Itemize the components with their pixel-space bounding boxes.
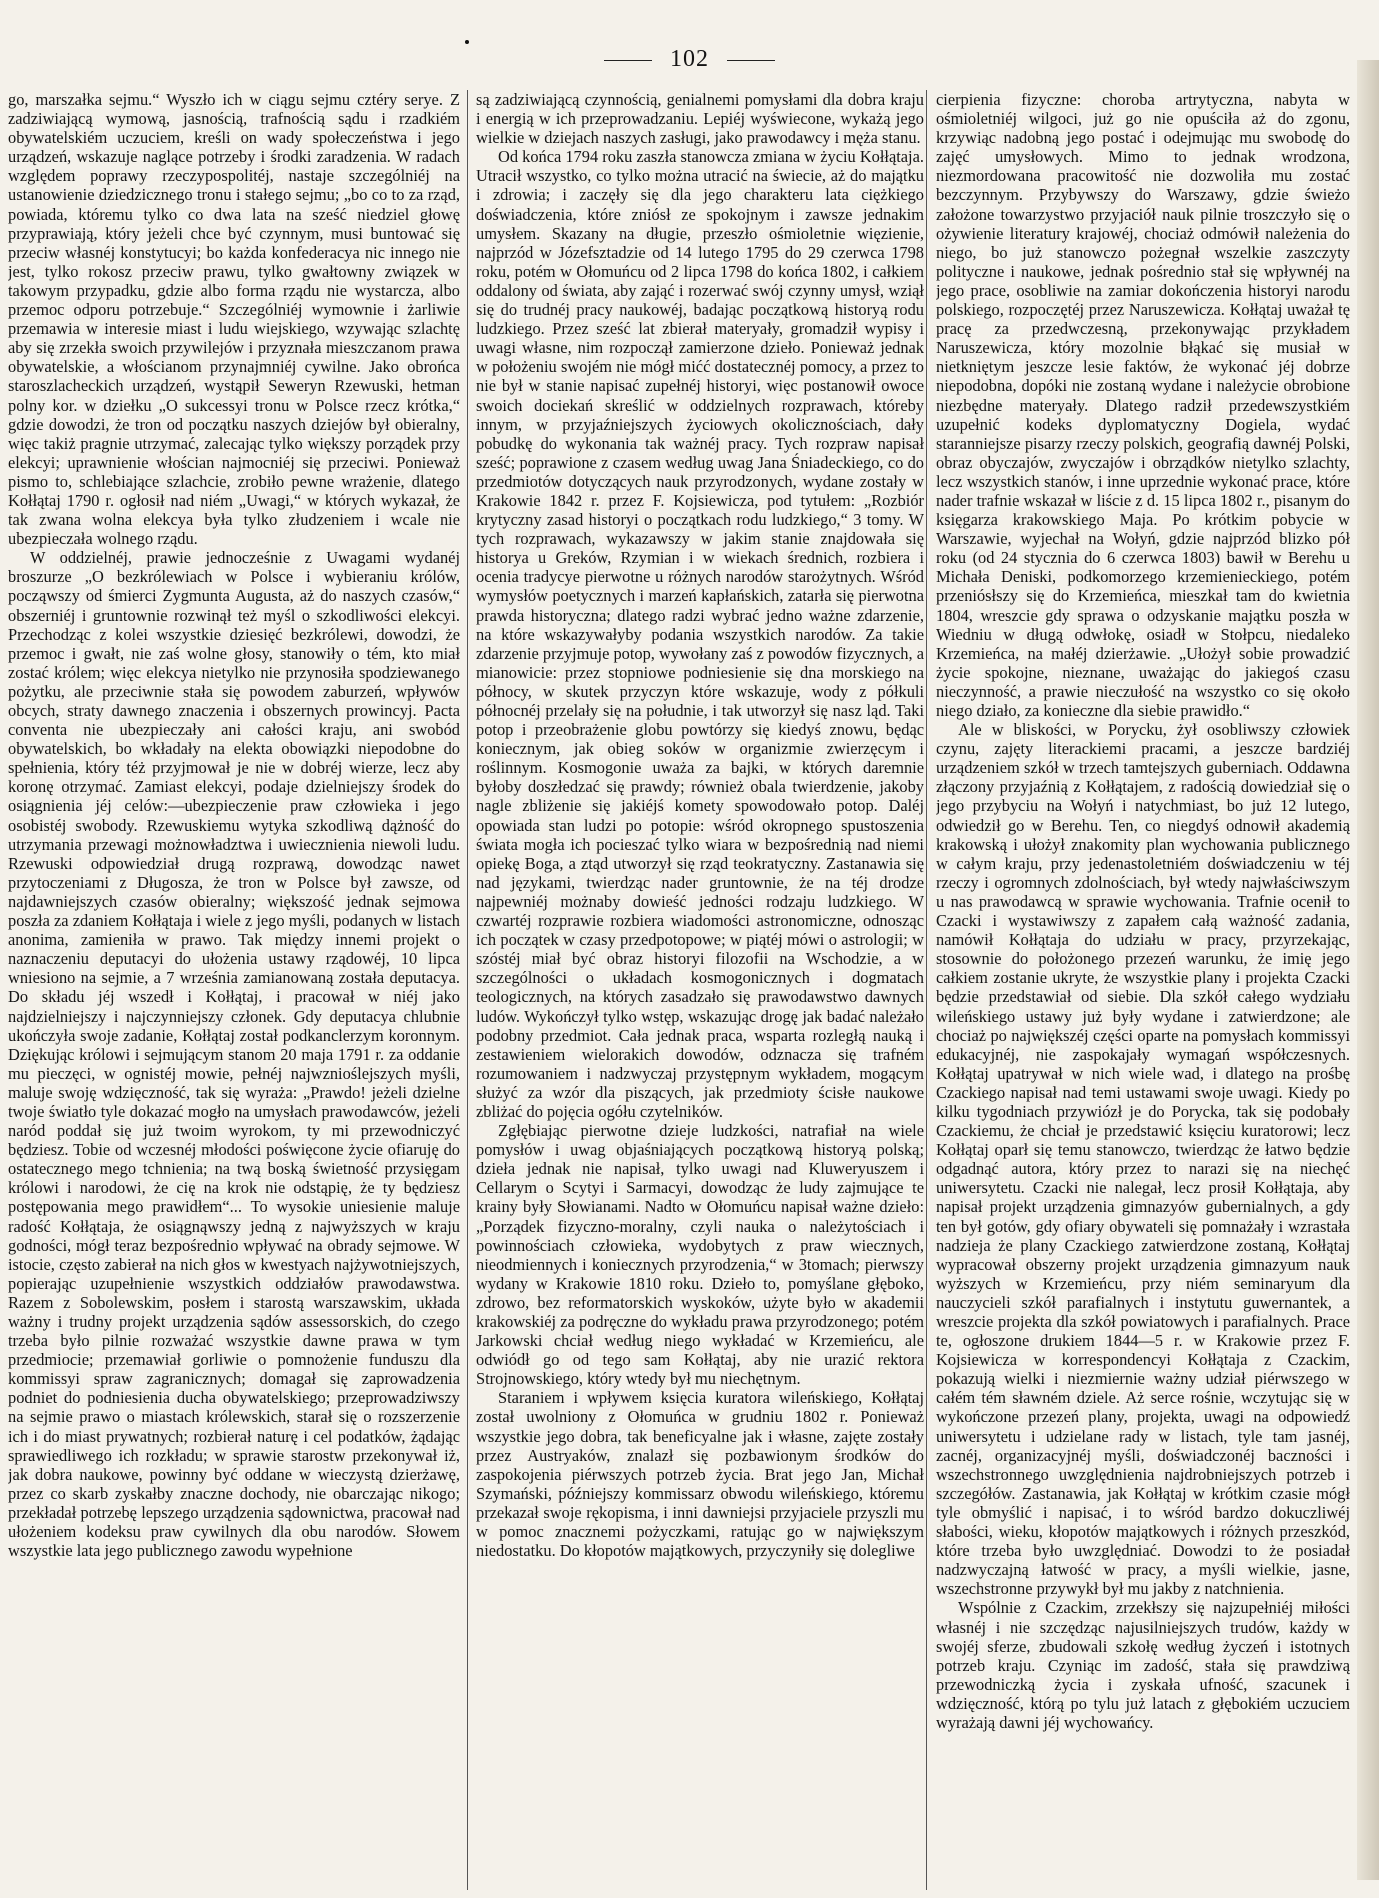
print-speck (465, 40, 469, 44)
page-number (0, 46, 1379, 73)
text-column-2 (476, 90, 924, 1890)
page-number-left-rule (604, 60, 652, 61)
adjacent-page-edge (1357, 60, 1379, 1880)
paragraph: cierpienia fizyczne: choroba artrytyczna, nabyta w ośmioletniéj wilgoci, już go nie opuściła aż do zgonu, krzywiąc nadobną jego postać i odejmując mu swobodę do zajęć umysłowych. Mimo to jednak wrodzona, niezmordowana pracowitość nie dozwoliła mu zostać bezczynnym. Przybywszy do Warszawy, gdzie świeżo założone towarzystwo przyjaciół nauk pilnie troszczyło się o ożywienie literatury krajowéj, chociaż odmówił należenia do niego, bo już stanowczo pożegnał wszelkie zaszczyty polityczne i naukowe, jednak pośrednio stał się wpływnéj na jego prace, osobliwie na zamiar dokończenia historyi narodu polskiego, rozpoczętéj przez Naruszewicza. Kołłątaj uważał tę pracę za przedwczesną, przekonywając przykładem Naruszewicza, który mozolnie błąkać się musiał w nietkniętym jeszcze lesie faktów, że wykonać jéj dobrze niepodobna, dopóki nie zostaną wydane i należycie obrobione niezbędne materyały. Dlatego radził przedewszystkiém uzupełnić kodeks dyplomatyczny Dogiela, wydać staranniejsze pisarzy rzeczy polskich, geografią dawnéj Polski, obraz obyczajów, zwyczajów i obrządków nietylko szlachty, lecz wszystkich stanów, i inne uprzednie wykonać prace, które nader trafnie wskazał w liście z d. 15 lipca 1802 r., pisanym do księgarza krakowskiego Maja. Po krótkim pobycie w Warszawie, wyjechał na Wołyń, gdzie najprzód blizko pół roku (od 24 stycznia do 6 czerwca 1803) bawił w Berehu u Michała Deniski, podkomorzego krzemienieckiego, potém przeniósłszy się do Krzemieńca, mieszkał tam do kwietnia 1804, wreszcie gdy sprawa o odzyskanie majątku poszła w Wiedniu w długą odwłokę, osiadł w Stołpcu, niedaleko Krzemieńca, na małéj dzierżawie. „Ułożył sobie prowadzić życie spokojne, nieznane, uważając do jakiegoś czasu nieczynność, a prawie nieczułość na wszystko co się około niego działo, za konieczne dla siebie prawidło.“ (936, 90, 1350, 720)
text-column-3 (936, 90, 1350, 1890)
text-columns (8, 90, 1350, 1890)
paragraph: Ale w bliskości, w Porycku, żył osobliwszy człowiek czynu, zajęty literackiemi pracami, a jeszcze bardziéj urządzeniem szkół w trzech tamtejszych guberniach. Oddawna złączony przyjaźnią z Kołłątajem, z radością dowiedział się o jego przybyciu na Wołyń i natychmiast, bo już 12 lutego, odwiedził go w Berehu. Ten, co niegdyś odnowił akademią krakowską i ułożył znakomity plan wychowania publicznego w całym kraju, przy jedenastoletniém doświadczeniu w téj rzeczy i ogromnych zdolnościach, był wtedy najwłaściwszym u nas prawodawcą w sprawie wychowania. Trafnie ocenił to Czacki i wystawiwszy z zapałem całą ważność zadania, namówił Kołłątaja do udziału w pracy, przyrzekając, stosownie do położonego przezeń warunku, że imię jego całkiem zostanie ukryte, że wszystkie plany i projekta Czacki będzie przedstawiał od siebie. Dla szkół całego wydziału wileńskiego ustawy już były wydane i zatwierdzone; ale chociaż po największéj części oparte na pomysłach kommissyi edukacyjnéj, nie zaspokajały wymagań współczesnych. Kołłątaj upatrywał w nich wiele wad, i dlatego na prośbę Czackiego napisał nad temi ustawami swoje uwagi. Kiedy po kilku tygodniach przywiózł je do Porycka, tak się podobały Czackiemu, że chciał je przedstawić księciu kuratorowi; lecz Kołłątaj oparł się temu stanowczo, twierdząc że łatwo będzie odgadnąć autora, który przez to narazi się na niechęć uniwersytetu. Czacki nie nalegał, lecz prosił Kołłątaja, aby napisał projekt urządzenia gimnazyów gubernialnych, a gdy ten był gotów, gdy ofiary obywateli się pomnażały i wzrastała nadzieja że plany Czackiego zatwierdzone zostaną, Kołłątaj wypracował obszerny projekt urządzenia gimnazyum nauk wyższych w Krzemieńcu, przy niém seminaryum dla nauczycieli szkół parafialnych i instytutu guwernantek, a wreszcie projekta dla szkół powiatowych i parafialnych. Prace te, ogłoszone drukiem 1844—5 r. w Krakowie przez F. Kojsiewicza w korrespondencyi Kołłątaja z Czackim, pokazują wielki i niezmiernie ważny udział piérwszego w całém tém sławném dziele. Aż serce rośnie, wczytując się w wykończone przezeń plany, projekta, uwagi na odpowiedź uniwersytetu i udzielane rady w listach, tyle tam jasnéj, zacnéj, organizacyjnéj myśli, doświadczonéj baczności i wszechstronnego uwzględnienia najdrobniejszych potrzeb i szczegółów. Zastanawia, jak Kołłątaj w krótkim czasie mógł tyle obmyślić i napisać, i to wśród bardzo dokuczliwéj słabości, wieku, kłopotów majątkowych i różnych przeszkód, które trzeba było uwzględniać. Dowodzi to że posiadał nadzwyczajną łatwość w pracy, a myśli wielkie, jasne, wszechstronne przywykł był mu jakby z natchnienia. (936, 720, 1350, 1599)
paragraph: Zgłębiając pierwotne dzieje ludzkości, natrafiał na wiele pomysłów i uwag objaśniających początkową historyą polską; dzieła jednak nie napisał, tylko uwagi nad Kluweryuszem i Cellarym o Scytyi i Sarmacyi, dowodząc że ludy zajmujące te krainy były Słowianami. Nadto w Ołomuńcu napisał ważne dzieło: „Porządek fizyczno-moralny, czyli nauka o należytościach i powinnościach człowieka, wydobytych z praw wiecznych, nieodmiennych i koniecznych przyrodzenia,“ w 3tomach; pierwszy wydany w Krakowie 1810 roku. Dzieło to, pomyślane głęboko, zdrowo, bez reformatorskich wyskoków, użyte było w akademii krakowskiéj za podręczne do wykładu prawa przyrodzonego; potém Jarkowski chciał według niego wykładać w Krzemieńcu, ale odwiódł go od tego sam Kołłątaj, aby nie urazić rektora Strojnowskiego, który wtedy był mu niechętnym. (476, 1121, 924, 1389)
paragraph: Wspólnie z Czackim, zrzekłszy się najzupełniéj miłości własnéj i nie szczędząc najusilniejszych trudów, każdy w swojéj sferze, zbudowali szkołę według życzeń i istotnych potrzeb kraju. Czyniąc im zadość, stała się prawdziwą przewodniczką życia i zyskała ufność, szacunek i wdzięczność, którą po tylu już latach z głębokiém uczuciem wyrażają dawni jéj wychowańcy. (936, 1598, 1350, 1732)
paragraph: go, marszałka sejmu.“ Wyszło ich w ciągu sejmu cztéry serye. Z zadziwiającą wymową, jasnością, trafnością sądu i rzadkiém obywatelskiém uczuciem, kreśli on wady społeczeństwa i jego urządzeń, wskazuje naglące potrzeby i środki zaradzenia. W radach względem poprawy rzeczypospolitéj, nastaje szczególniéj na ustanowienie dziedzicznego tronu i stałego sejmu; „bo co to za rząd, powiada, któremu tylko co dwa lata na sześć niedziel głowę przyprawiają, który jeżeli chce być czynnym, musi buntować się przeciw własnéj konstytucyi; bo każda konfederacya nic innego nie jest, tylko rokosz przeciw prawu, tylko gwałtowny związek w takowym przypadku, gdzie albo forma rządu nie wystarcza, albo przemoc odporu potrzebuje.“ Szczególniéj wymownie i żarliwie przemawia w interesie miast i ludu wiejskiego, wzywając szlachtę aby się zrzekła swoich przywilejów i przyznała mieszczanom prawa obywatelskie, a włościanom przynajmniéj cywilne. Jako obrońca staroszlacheckich urządzeń, wystąpił Seweryn Rzewuski, hetman polny kor. w dziełku „O sukcessyi tronu w Polsce rzecz krótka,“ gdzie dowodzi, że tron od początku naszych dziejów był obieralny, więc takiż pragnie utrzymać, zalecając tylko większy porządek przy elekcyi; uprawnienie włościan najmocniéj się przeciwi. Ponieważ pismo to, schlebiające szlachcie, zrobiło pewne wrażenie, dlatego Kołłątaj 1790 r. ogłosił nad niém „Uwagi,“ w których wykazał, że tak zwana wolna elekcya była tylko złudzeniem i wcale nie ubezpieczała wolnego rządu. (8, 90, 460, 549)
text-column-1 (8, 90, 460, 1890)
paragraph: W oddzielnéj, prawie jednocześnie z Uwagami wydanéj broszurze „O bezkrólewiach w Polsce i wybieraniu królów, począwszy od śmierci Zygmunta Augusta, aż do naszych czasów,“ obszerniéj i gruntownie rozwinął też myśl o szkodliwości elekcyi. Przechodząc z kolei wszystkie dziesięć bezkrólewi, dowodzi, że przemoc i gwałt, nie zaś wolne głosy, stanowiły o tém, kto miał zostać królem; więc elekcya nietylko nie przynosiła spodziewanego pożytku, ale przeciwnie stała się powodem zaburzeń, wpływów obcych, straty dawnego znaczenia i obszernych prowincyj. Pacta conventa nie ubezpieczały ani całości kraju, ani swobód obywatelskich, bo wkładały na elekta obowiązki niepodobne do spełnienia, który téż przyjmował je nie w dobréj wierze, lecz aby koronę otrzymać. Zamiast elekcyi, podaje dzielniejszy środek do osiągnienia jéj celów:—ubezpieczenie praw człowieka i jego osobistéj swobody. Rzewuskiemu wytyka szkodliwą dążność do utrzymania przewagi możnowładztwa i uwiecznienia niewoli ludu. Rzewuski odpowiedział drugą rozprawą, dowodząc nawet przytoczeniami z Długosza, że tron w Polsce był zawsze, od najdawniejszych czasów obieralny; większość jednak sejmowa poszła za zdaniem Kołłątaja i wiele z jego myśli, podanych w listach anonima, zamieniła w prawo. Tak między innemi projekt o naznaczeniu deputacyi do ułożenia ustawy rządowéj, 10 lipca wniesiono na sejmie, a 7 września zamianowaną została deputacya. Do składu jéj wszedł i Kołłątaj, i pracował w niéj jako najdzielniejszy i najczynniejszy członek. Gdy deputacya chlubnie ukończyła swoje zadanie, Kołłątaj został podkanclerzym koronnym. Dziękując królowi i sejmującym stanom 20 maja 1791 r. za oddanie mu pieczęci, w ognistéj mowie, pełnéj najwznioślejszych myśli, maluje swoję wdzięczność, tak się wyraża: „Prawdo! jeżeli dzielne twoje światło tyle dokazać mogło na umysłach prawodawców, jeżeli naród poddał się już twoim wyrokom, ty mi przewodniczyć będziesz. Tobie od wczesnéj młodości poświęcone życie ofiaruję do ostatecznego mego tchnienia; na twą boską świetność przysięgam królowi i narodowi, że cię na krok nie odstąpię, że ty będziesz postępowania mego prawidłem“... To wysokie uniesienie maluje radość Kołłątaja, że osiągnąwszy jedną z najwyższych w kraju godności, mógł teraz bezpośrednio wpływać na obrady sejmowe. W istocie, często zabierał na nich głos w kwestyach najżywotniejszych, popierając uzupełnienie wszystkich oddziałów prawodawstwa. Razem z Sobolewskim, posłem i starostą warszawskim, układa ważny i trudny projekt urządzenia sądów assessorskich, do czego trzeba było pilnie rozważać wszystkie dawne prawa w tym przedmiocie; przemawiał gorliwie o pomnożenie funduszu dla kommissyi spraw zagranicznych; domagał się zaprowadzenia podniet do podniesienia ducha obywatelskiego; przeprowadziwszy na sejmie prawo o miastach królewskich, starał się o rozszerzenie ich i do miast prywatnych; rozbierał naturę i cel podatków, żądając sprawiedliwego ich rozkładu; w sprawie starostw przekonywał iż, jak dobra naukowe, powinny być oddane w wieczystą dzierżawę, przez co skarb zyskałby znaczne dochody, nie obarczając nikogo; przekładał potrzebę lepszego urządzenia sądownictwa, pracował nad ułożeniem kodeksu praw cywilnych dla obu narodów. Słowem wszystkie lata jego publicznego zawodu wypełnione (8, 548, 460, 1561)
paragraph: są zadziwiającą czynnością, genialnemi pomysłami dla dobra kraju i energią w ich przeprowadzaniu. Lepiéj wyświecone, wykażą jego wielkie w dziejach naszych zasługi, jako prawodawcy i męża stanu. (476, 90, 924, 148)
page-number-text: 102 (670, 46, 709, 72)
paragraph: Od końca 1794 roku zaszła stanowcza zmiana w życiu Kołłątaja. Utracił wszystko, co tylko można utracić na świecie, aż do majątku i zdrowia; i zaczęły się dla jego charakteru lata ciężkiego doświadczenia, które zniósł ze spokojnym i zawsze jednakim umysłem. Skazany na długie, przeszło ośmioletnie więzienie, najprzód w Józefsztadzie od 14 lutego 1795 do 29 czerwca 1798 roku, potém w Ołomuńcu od 2 lipca 1798 do końca 1802, i całkiem oddalony od świata, aby zająć i rozerwać swój czynny umysł, wziął się do trudnéj pracy naukowéj, badając początkową historyą rodu ludzkiego. Przez sześć lat zbierał materyały, gromadził wypisy i uwagi własne, nim rozpoczął zamierzone dzieło. Ponieważ jednak w położeniu swojém nie mógł mićć dostatecznéj pomocy, a przez to nie był w stanie napisać zupełnéj historyi, więc postanowił owoce swoich dociekań skreślić w oddzielnych rozprawach, któreby innym, w przyjaźniejszych życiowych okolicznościach, dały pobudkę do wykonania tak ważnéj pracy. Tych rozpraw napisał sześć; poprawione z czasem według uwag Jana Śniadeckiego, co do przedmiotów dotyczących nauk przyrodzonych, wydane zostały w Krakowie 1842 r. przez F. Kojsiewicza, pod tytułem: „Rozbiór krytyczny zasad historyi o początkach rodu ludzkiego,“ 3 tomy. W tych rozprawach, wykazawszy w jakim stanie znajdowała się historya u Greków, Rzymian i w wiekach średnich, rozbiera i ocenia tradycye pierwotne u różnych narodów starożytnych. Wśród wymysłów poetycznych i marzeń kapłańskich, zatarła się pierwotna prawda historyczna; dlatego radzi wybrać jedno ważne zdarzenie, na które wskazywałyby podania wszystkich narodów. Za takie zdarzenie przyjmuje potop, wywołany zaś z powodów fizycznych, a mianowicie: przez stopniowe podniesienie się dna morskiego na północy, w skutek przyczyn które wskazuje, wody z półkuli północnéj przelały się na południe, i tak utworzył się nasz ląd. Taki potop i przeobrażenie globu powtórzy się kiedyś znowu, będąc koniecznym, jak obieg soków w organizmie zwierzęcym i roślinnym. Kosmogonie uważa za bajki, w których daremnie byłoby doszłedzać się prawdy; również obala twierdzenie, jakoby nagle zbliżenie się jakiéjś komety spowodowało potop. Daléj opowiada stan ludzi po potopie: wśród okropnego spustoszenia świata mogła ich pocieszać tylko wiara w bezpośrednią nad niemi opiekę Boga, a ztąd utworzył się rząd teokratyczny. Zastanawia się nad językami, twierdząc nader gruntownie, że na téj drodze najpewniéj możnaby dowieść jedności rodzaju ludzkiego. W czwartéj rozprawie rozbiera wiadomości astronomiczne, odnosząc ich początek w czasy przedpotopowe; w piątéj mówi o astrologii; w szóstéj miał być obraz historyi filozofii na Wschodzie, a w szczególności o układach kosmogonicznych i dogmatach teologicznych, na których zasadzało się prawodawstwo dawnych ludów. Wykończył tylko wstęp, wskazując drogę jak badać należało podobny przedmiot. Cała jednak praca, wsparta rozległą nauką i zestawieniem wielorakich dowodów, odznacza się trafném rozumowaniem i nadzwyczaj przystępnym wykładem, mogącym służyć za wzór dla piszących, jak przedmioty ścisłe naukowe zbliżać do pojęcia ogółu czytelników. (476, 147, 924, 1121)
paragraph: Staraniem i wpływem księcia kuratora wileńskiego, Kołłątaj został uwolniony z Ołomuńca w grudniu 1802 r. Ponieważ wszystkie jego dobra, tak beneficyalne jak i własne, zajęte zostały przez Austryaków, znalazł się pozbawionym środków do zaspokojenia piérwszych potrzeb życia. Brat jego Jan, Michał Szymański, późniejszy kommissarz obwodu wileńskiego, któremu przekazał swoje rękopisma, i inni dawniejsi przyjaciele przyszli mu w pomoc znacznemi pożyczkami, ratując go w największym niedostatku. Do kłopotów majątkowych, przyczyniły się dolegliwe (476, 1388, 924, 1561)
page-number-right-rule (727, 60, 775, 61)
